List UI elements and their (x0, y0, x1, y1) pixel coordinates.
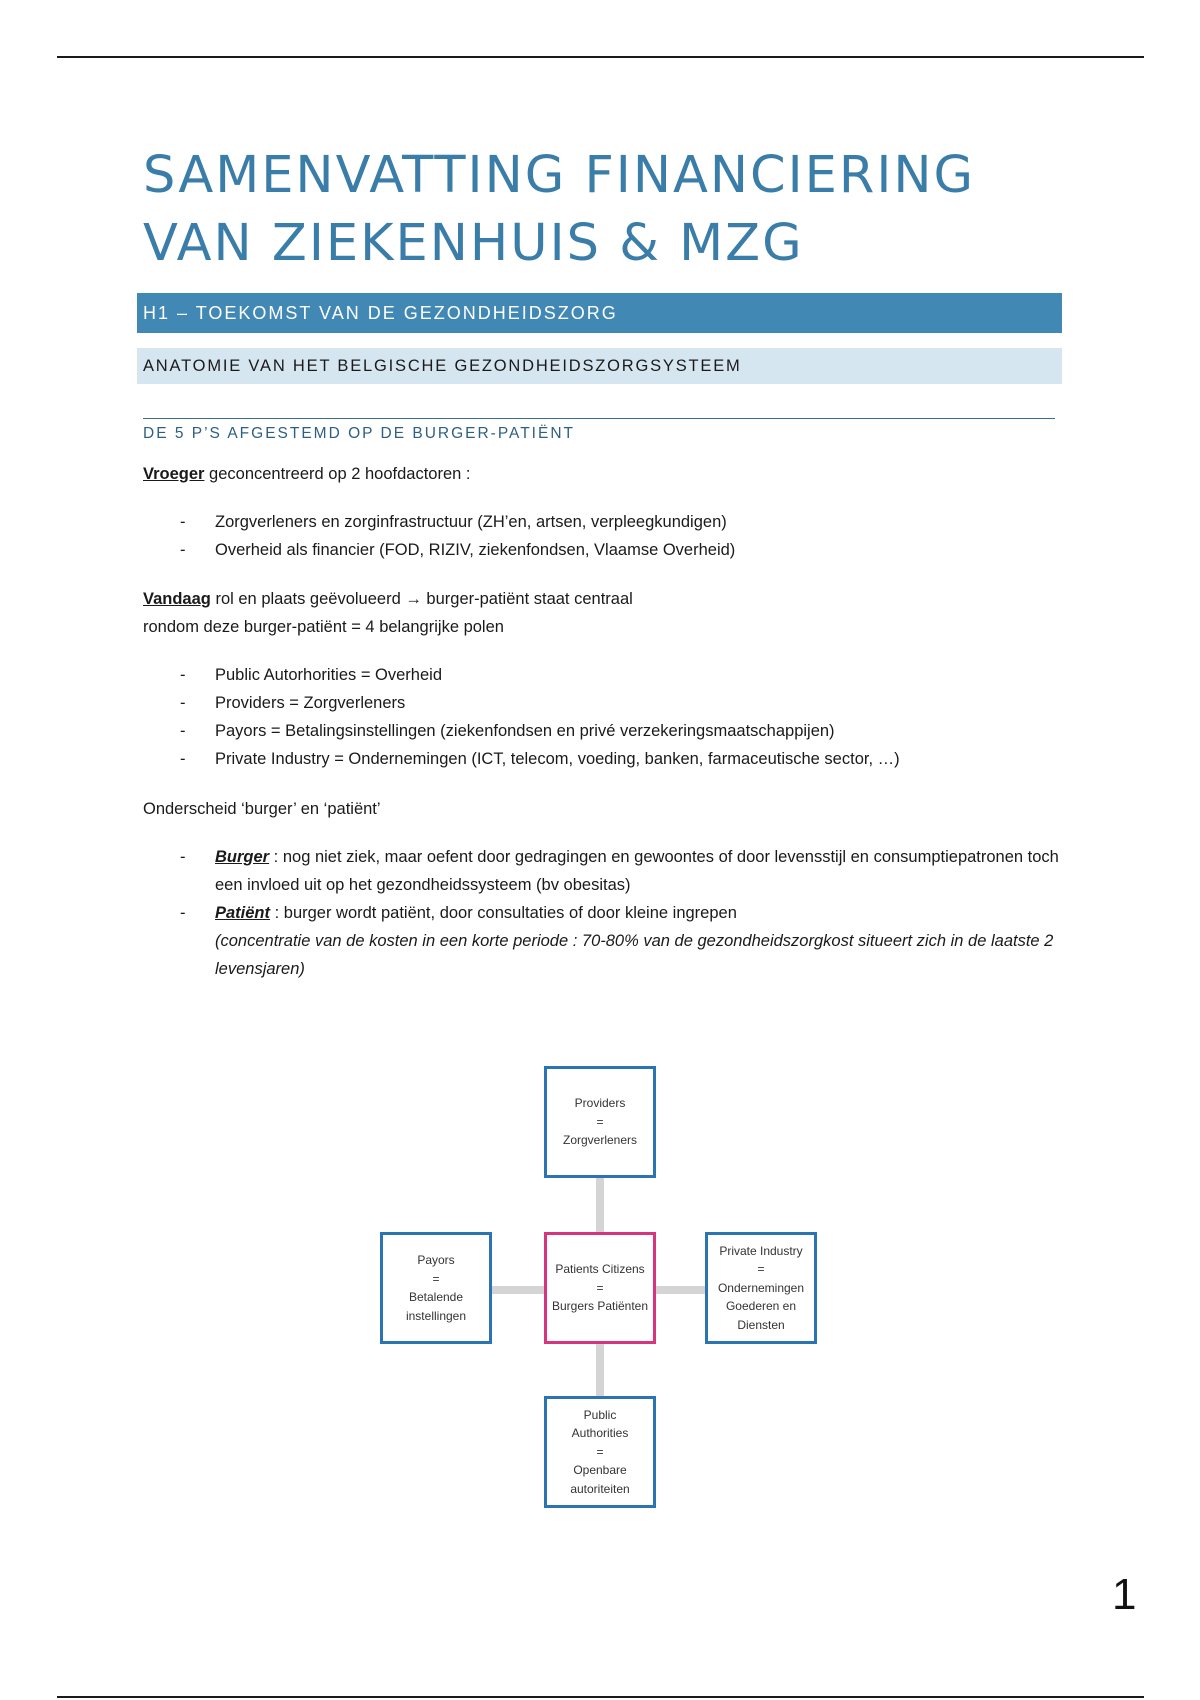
heading-2-bar: ANATOMIE VAN HET BELGISCHE GEZONDHEIDSZORGSYSTEEM (137, 348, 1062, 384)
vandaag-list (180, 661, 900, 773)
box-line: Diensten (737, 1317, 785, 1332)
onderscheid-paragraph: Onderscheid ‘burger’ en ‘patiënt’ (143, 800, 381, 818)
box-line: = (432, 1271, 440, 1286)
private-industry-box (705, 1232, 817, 1344)
document-title (143, 142, 1093, 278)
providers-box (544, 1066, 656, 1178)
box-line: Openbare (573, 1463, 627, 1478)
box-line: Public (583, 1407, 617, 1422)
list-item: - Payors = Betalingsinstellingen (ziekenfondsen en privé verzekeringsmaatschappijen) (180, 717, 900, 745)
title-line-2: VAN ZIEKENHUIS & MZG (143, 214, 804, 273)
burger-text: : nog niet ziek, maar oefent door gedragingen en gewoontes of door levensstijl en consumptiepatronen toch een invloed uit op het gezondheidssysteem (bv obesitas) (215, 848, 1059, 894)
vroeger-paragraph (143, 460, 470, 488)
page-number: 1 (1112, 1570, 1137, 1619)
patient-label: Patiënt (215, 904, 271, 922)
list-item-patient (180, 899, 1060, 983)
box-line: Payors (417, 1253, 455, 1267)
vandaag-line-2: rondom deze burger-patiënt = 4 belangrijke polen (143, 618, 504, 636)
box-line: = (596, 1444, 604, 1459)
vandaag-paragraph (143, 585, 633, 641)
vandaag-label: Vandaag (143, 590, 211, 608)
five-ps-diagram (370, 1060, 830, 1520)
box-line: autoriteiten (570, 1481, 630, 1496)
box-line: Goederen en (725, 1299, 797, 1314)
box-line: Authorities (571, 1426, 629, 1441)
box-line: = (596, 1280, 604, 1295)
list-item: - Overheid als financier (FOD, RIZIV, ziekenfondsen, Vlaamse Overheid) (180, 536, 735, 564)
public-authorities-box (544, 1396, 656, 1508)
header-rule (57, 56, 1144, 58)
box-line: Providers (574, 1096, 626, 1111)
box-line: instellingen (405, 1308, 467, 1323)
vroeger-text: geconcentreerd op 2 hoofdactoren : (204, 465, 471, 483)
list-item-burger (180, 843, 1060, 899)
heading-3-rule (143, 418, 1055, 419)
patient-note: (concentratie van de kosten in een korte periode : 70-80% van de gezondheidszorgkost situeert zich in de laatste 2 levensjaren) (215, 932, 1054, 978)
box-line: Patients Citizens (555, 1262, 645, 1277)
list-item: - Providers = Zorgverleners (180, 689, 900, 717)
footer-rule (57, 1696, 1144, 1698)
list-item: - Public Autorhorities = Overheid (180, 661, 900, 689)
box-line: Ondernemingen (717, 1280, 805, 1295)
onderscheid-list (180, 843, 1060, 983)
burger-label: Burger (215, 848, 270, 866)
box-line: = (757, 1262, 765, 1277)
box-line: Zorgverleners (562, 1133, 638, 1148)
payors-box (380, 1232, 492, 1344)
box-line: Private Industry (719, 1243, 803, 1258)
vroeger-label: Vroeger (143, 465, 205, 483)
title-line-1: SAMENVATTING FINANCIERING (143, 146, 976, 205)
box-line: Burgers Patiënten (551, 1299, 649, 1314)
heading-1-bar: H1 – TOEKOMST VAN DE GEZONDHEIDSZORG (137, 293, 1062, 333)
vandaag-text: rol en plaats geëvolueerd → burger-patiënt staat centraal (210, 590, 633, 608)
heading-3: DE 5 P’S AFGESTEMD OP DE BURGER-PATIËNT (143, 425, 575, 442)
list-item: - Private Industry = Ondernemingen (ICT, telecom, voeding, banken, farmaceutische sector, …) (180, 745, 900, 773)
box-line: = (596, 1114, 604, 1129)
box-line: Betalende (408, 1290, 464, 1304)
list-item: - Zorgverleners en zorginfrastructuur (ZH’en, artsen, verpleegkundigen) (180, 508, 735, 536)
vroeger-list (180, 508, 735, 564)
patient-text: : burger wordt patiënt, door consultaties of door kleine ingrepen (270, 904, 737, 922)
patients-citizens-box (544, 1232, 656, 1344)
